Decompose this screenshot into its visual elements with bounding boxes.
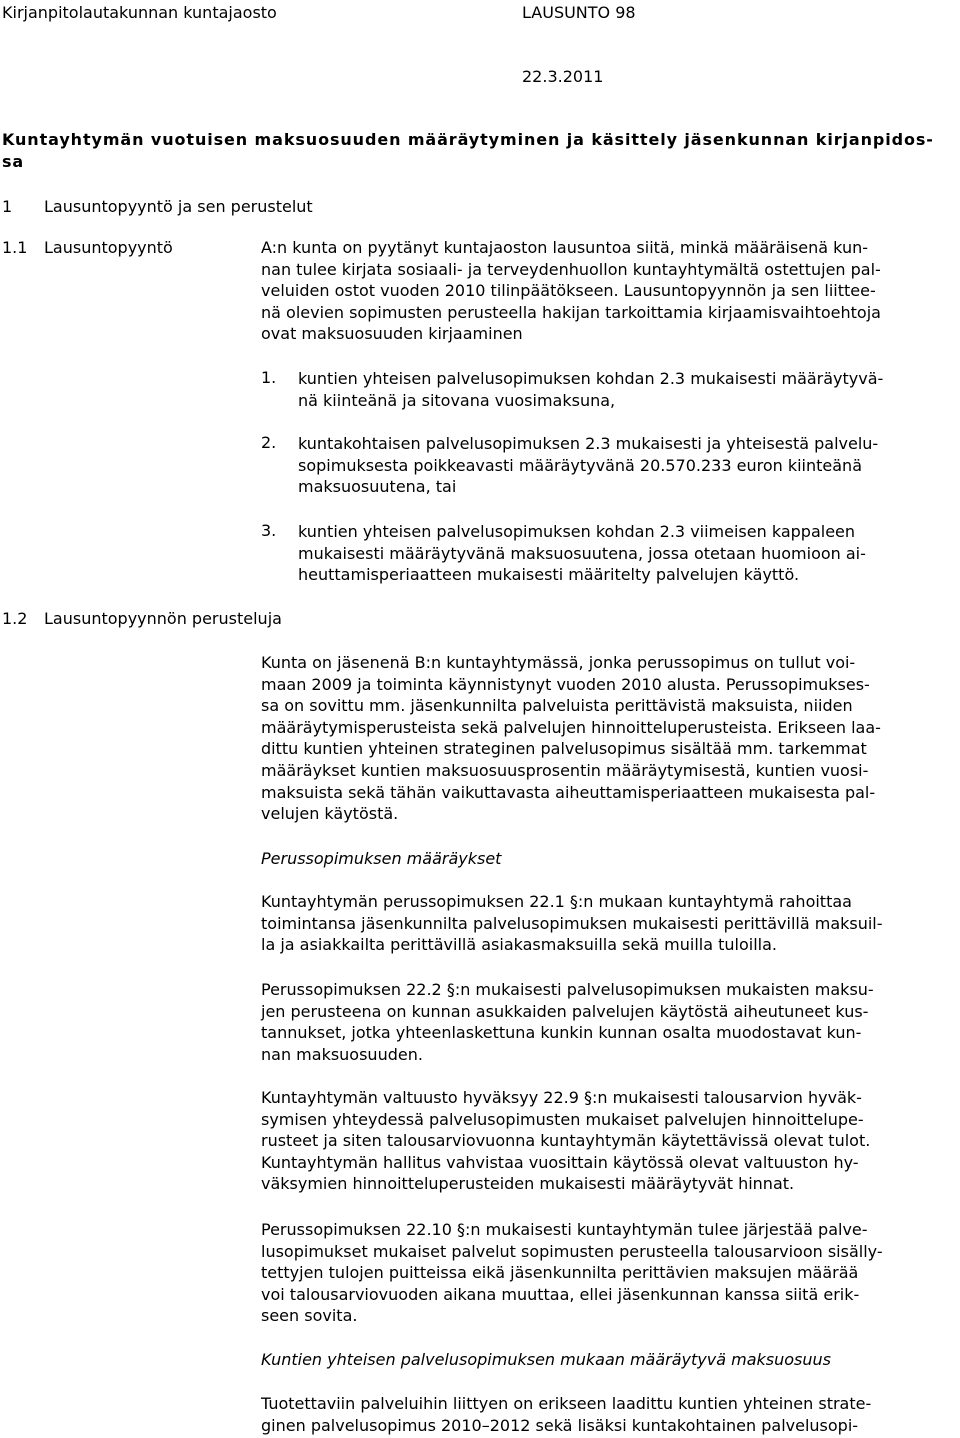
section-1-number: 1	[2, 197, 13, 216]
list-text	[298, 433, 958, 498]
section-1-1-number: 1.1	[2, 238, 28, 257]
subheading-basic-agreement: Perussopimuksen määräykset	[261, 849, 502, 868]
text-line: dittu kuntien yhteinen strateginen palvelusopimus sisältää mm. tarkemmat	[261, 739, 867, 759]
text-line: velujen käytöstä.	[261, 804, 399, 824]
text-line: määräytymisperusteista sekä palvelujen hinnoitteluperusteista. Erikseen laa-	[261, 717, 881, 737]
text-line: symisen yhteydessä palvelusopimusten mukaiset palvelujen hinnoittelupe-	[261, 1109, 864, 1129]
text-line: Tuotettaviin palveluihin liittyen on erikseen laadittu kuntien yhteinen strate-	[261, 1394, 872, 1413]
text-line: rusteet ja siten talousarviovuonna kuntayhtymän käytettävissä olevat tulot.	[261, 1131, 871, 1151]
text-line: maksuosuutena, tai	[298, 477, 457, 496]
section-1-title: Lausuntopyyntö ja sen perustelut	[44, 197, 313, 216]
text-line: A:n kunta on pyytänyt kuntajaoston lausuntoa siitä, minkä määräisenä kun-	[261, 238, 868, 257]
subheading-service-agreement: Kuntien yhteisen palvelusopimuksen mukaan määräytyvä maksuosuus	[261, 1350, 831, 1369]
paragraph-22-9	[261, 1087, 956, 1195]
text-line: Perussopimuksen 22.2 §:n mukaisesti palvelusopimuksen mukaisten maksu-	[261, 980, 874, 999]
text-line: ginen palvelusopimus 2010–2012 sekä lisäksi kuntakohtainen palvelusopi-	[261, 1415, 859, 1435]
section-1-1-title: Lausuntopyyntö	[44, 238, 173, 257]
text-line: tettyjen tulojen puitteissa eikä jäsenkunnilta perittävien maksujen määrää	[261, 1263, 859, 1283]
text-line: seen sovita.	[261, 1306, 358, 1326]
text-line: nan maksuosuuden.	[261, 1044, 423, 1064]
list-number: 1.	[261, 368, 277, 387]
text-line: nä olevien sopimusten perusteella hakijan tarkoittamia kirjaamisvaihtoehtoja	[261, 302, 881, 322]
list-text	[298, 368, 958, 411]
text-line: nan tulee kirjata sosiaali- ja terveydenhuollon kuntayhtymältä ostettujen pal-	[261, 259, 881, 279]
text-line: kuntien yhteisen palvelusopimuksen kohdan 2.3 viimeisen kappaleen	[298, 522, 856, 541]
header-date: 22.3.2011	[522, 67, 604, 86]
text-line: sopimuksesta poikkeavasti määräytyvänä 20.570.233 euron kiinteänä	[298, 455, 862, 475]
text-line: lusopimukset mukaiset palvelut sopimusten perusteella talousarvioon sisälly-	[261, 1241, 883, 1261]
text-line: Kunta on jäsenenä B:n kuntayhtymässä, jonka perussopimus on tullut voi-	[261, 653, 856, 672]
paragraph-service-agreement	[261, 1393, 956, 1436]
list-number: 3.	[261, 521, 277, 540]
text-line: maan 2009 ja toiminta käynnistynyt vuoden 2010 alusta. Perussopimukses-	[261, 674, 870, 694]
list-text	[298, 521, 958, 586]
text-line: sa on sovittu mm. jäsenkunnilta palveluista perittävistä maksuista, niiden	[261, 696, 853, 716]
paragraph-22-1	[261, 891, 956, 956]
text-line: kuntakohtaisen palvelusopimuksen 2.3 mukaisesti ja yhteisestä palvelu-	[298, 434, 879, 453]
text-line: heuttamisperiaatteen mukaisesti määritelty palvelujen käyttö.	[298, 565, 800, 584]
section-1-2-title: Lausuntopyynnön perusteluja	[44, 609, 282, 628]
text-line: nä kiinteänä ja sitovana vuosimaksuna,	[298, 390, 616, 410]
text-line: kuntien yhteisen palvelusopimuksen kohdan 2.3 mukaisesti määräytyvä-	[298, 369, 884, 388]
list-number: 2.	[261, 433, 277, 452]
section-1-2-number: 1.2	[2, 609, 28, 628]
background-paragraph	[261, 652, 956, 825]
text-line: Kuntayhtymän hallitus vahvistaa vuosittain käytössä olevat valtuuston hy-	[261, 1152, 859, 1172]
paragraph-22-2	[261, 979, 956, 1065]
header-doc-type: LAUSUNTO 98	[522, 3, 636, 22]
text-line: tannukset, jotka yhteenlaskettuna kunkin kunnan osalta muodostavat kun-	[261, 1023, 862, 1043]
text-line: maksuista sekä tähän vaikuttavasta aiheuttamisperiaatteen mukaisesta pal-	[261, 782, 876, 802]
text-line: mukaisesti määräytyvänä maksuosuutena, jossa otetaan huomioon ai-	[298, 543, 866, 563]
text-line: toimintansa jäsenkunnilta palvelusopimuksen mukaisesti perittävillä maksuil-	[261, 913, 883, 933]
paragraph-22-10	[261, 1219, 956, 1327]
text-line: veluiden ostot vuoden 2010 tilinpäätökseen. Lausuntopyynnön ja sen liittee-	[261, 281, 876, 301]
text-line: Perussopimuksen 22.10 §:n mukaisesti kuntayhtymän tulee järjestää palve-	[261, 1220, 868, 1239]
text-line: väksymien hinnoitteluperusteiden mukaisesti määräytyvät hinnat.	[261, 1174, 795, 1194]
request-paragraph	[261, 237, 956, 345]
title-line: Kuntayhtymän vuotuisen maksuosuuden määräytyminen ja käsittely jäsenkunnan kirjanpidos-	[2, 130, 934, 149]
text-line: ovat maksuosuuden kirjaaminen	[261, 324, 523, 344]
text-line: jen perusteena on kunnan asukkaiden palvelujen käytöstä aiheutuneet kus-	[261, 1001, 869, 1021]
header-org: Kirjanpitolautakunnan kuntajaosto	[2, 3, 277, 22]
text-line: voi talousarviovuoden aikana muuttaa, ellei jäsenkunnan kanssa siitä erik-	[261, 1284, 860, 1304]
text-line: Kuntayhtymän valtuusto hyväksyy 22.9 §:n mukaisesti talousarvion hyväk-	[261, 1088, 862, 1107]
text-line: la ja asiakkailta perittävillä asiakasmaksuilla sekä muilla tuloilla.	[261, 935, 777, 955]
document-title	[2, 129, 952, 172]
title-line: sa	[2, 151, 25, 171]
text-line: määräykset kuntien maksuosuusprosentin määräytymisestä, kuntien vuosi-	[261, 760, 869, 780]
text-line: Kuntayhtymän perussopimuksen 22.1 §:n mukaan kuntayhtymä rahoittaa	[261, 892, 852, 911]
